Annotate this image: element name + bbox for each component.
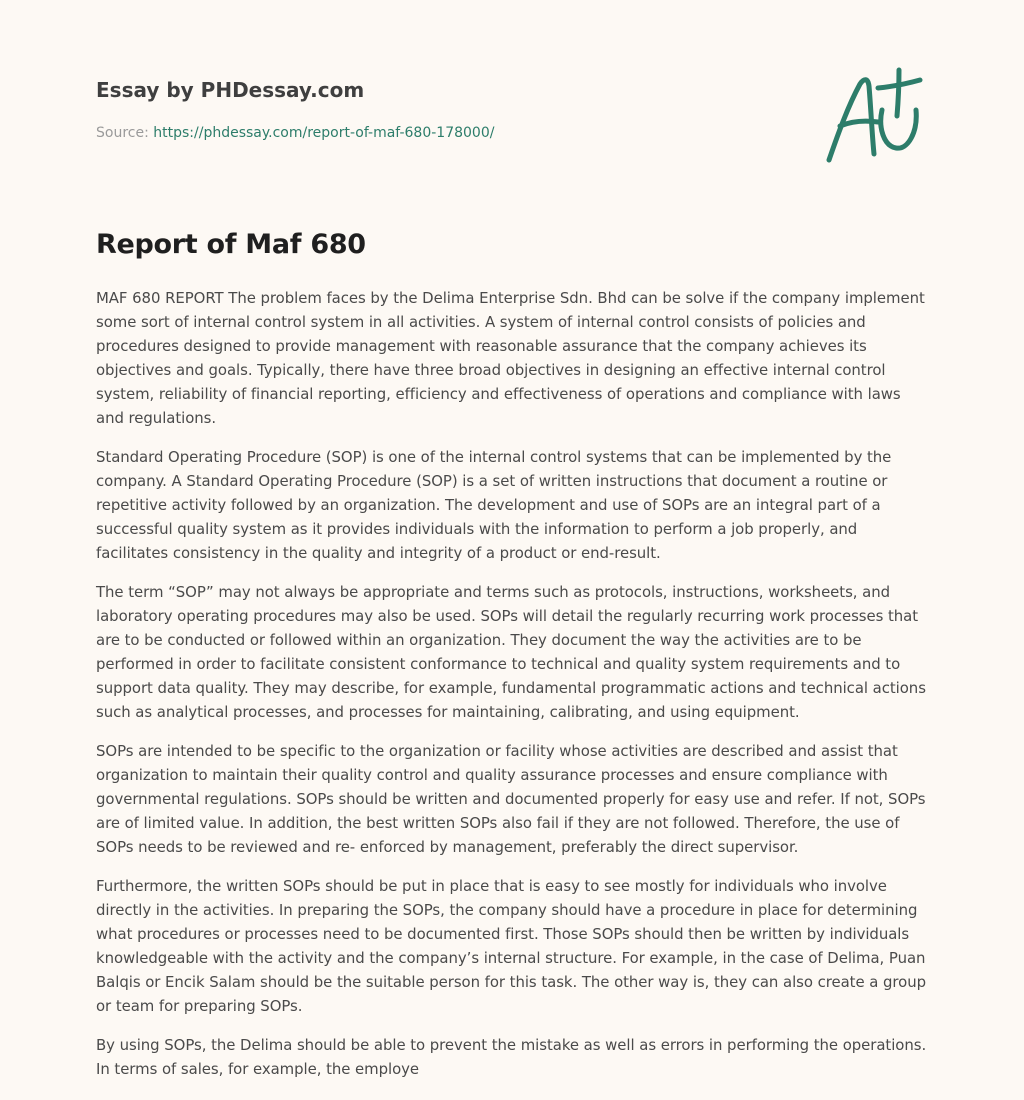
source-line: [96, 123, 796, 143]
article: [96, 226, 928, 1096]
source-label: Source:: [96, 125, 154, 141]
article-paragraph: Standard Operating Procedure (SOP) is one of the internal control systems that can be implemented by the company. A Standard Operating Procedure (SOP) is a set of written instructions that document a routine or repetitive activity followed by an organization. The development and use of SOPs are an integral part of a successful quality system as it provides individuals with the information to perform a job properly, and facilitates consistency in the quality and integrity of a product or end-result.: [96, 448, 892, 562]
article-paragraph: MAF 680 REPORT The problem faces by the Delima Enterprise Sdn. Bhd can be solve if the company implement some sort of internal control system in all activities. A system of internal control consists of policies and procedures designed to provide management with reasonable assurance that the company achieves its objectives and goals. Typically, there have three broad objectives in designing an effective internal control system, reliability of financial reporting, efficiency and effectiveness of operations and compliance with laws and regulations.: [96, 289, 925, 427]
source-link[interactable]: https://phdessay.com/report-of-maf-680-178000/: [153, 125, 495, 141]
article-paragraph: SOPs are intended to be specific to the organization or facility whose activities are described and assist that organization to maintain their quality control and quality assurance processes and ensure compliance with governmental regulations. SOPs should be written and documented properly for easy use and refer. If not, SOPs are of limited value. In addition, the best written SOPs also fail if they are not followed. Therefore, the use of SOPs needs to be reviewed and re- enforced by management, preferably the direct supervisor.: [96, 742, 926, 856]
article-paragraph: Furthermore, the written SOPs should be put in place that is easy to see mostly for individuals who involve directly in the activities. In preparing the SOPs, the company should have a procedure in place for determining what procedures or processes need to be documented first. Those SOPs should then be written by individuals knowledgeable with the activity and the company’s internal structure. For example, in the case of Delima, Puan Balqis or Encik Salam should be the suitable person for this task. The other way is, they can also create a group or team for preparing SOPs.: [96, 877, 927, 1015]
article-paragraph: By using SOPs, the Delima should be able to prevent the mistake as well as errors in performing the operations. In terms of sales, for example, the employe: [96, 1036, 927, 1078]
article-title: Report of Maf 680: [96, 229, 366, 260]
essay-header: [96, 76, 796, 143]
article-paragraph: The term “SOP” may not always be appropriate and terms such as protocols, instructions, worksheets, and laboratory operating procedures may also be used. SOPs will detail the regularly recurring work processes that are to be conducted or followed within an organization. They document the way the activities are to be performed in order to facilitate consistent conformance to technical and quality system requirements and to support data quality. They may describe, for example, fundamental programmatic actions and technical actions such as analytical processes, and processes for maintaining, calibrating, and using equipment.: [96, 583, 926, 721]
a-plus-logo: [822, 66, 928, 166]
site-brand: Essay by PHDessay.com: [96, 78, 365, 102]
